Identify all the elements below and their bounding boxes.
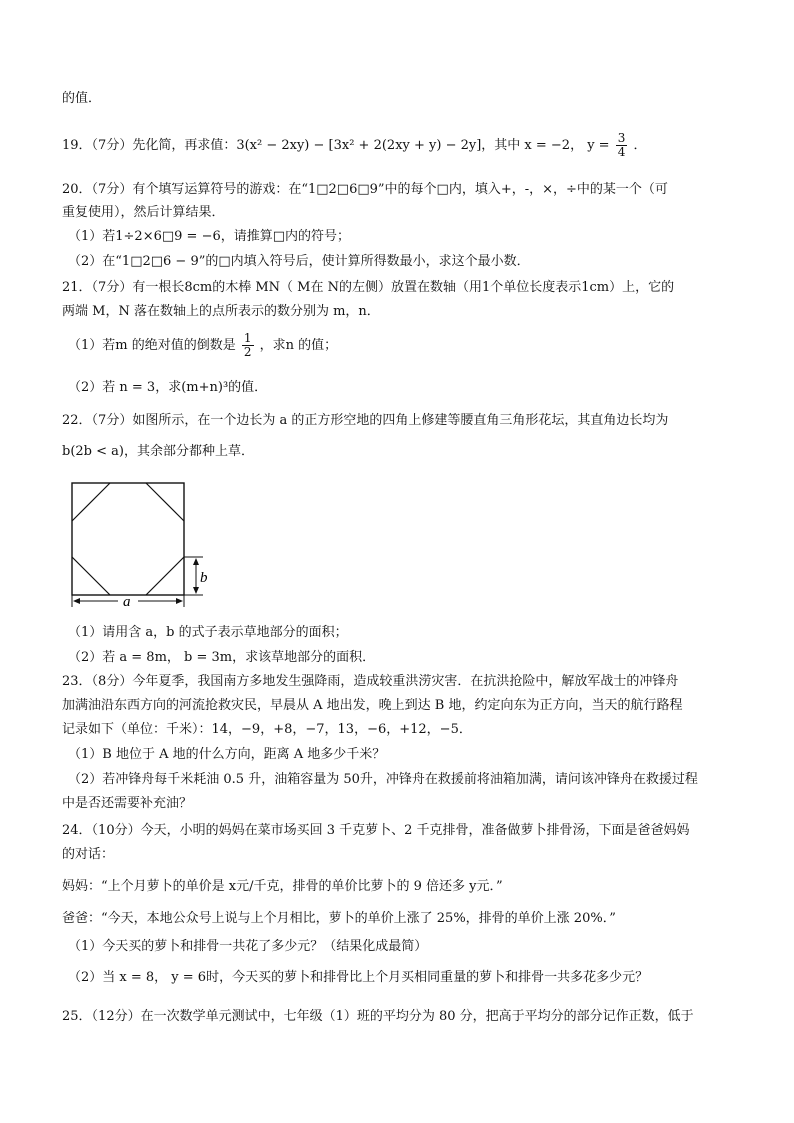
text-line: 加满油沿东西方向的河流抢救灾民，早晨从 A 地出发，晚上到达 B 地，约定向东为正方向，当天的航行路程 [62,698,683,713]
corner-triangle-edge [146,557,184,595]
corner-triangle-edge [72,557,110,595]
q20-part-2: （2）在“1□2□6 − 9”的□内填入符号后，使计算所得数最小，求这个最小数． [68,254,530,269]
text-line: 的值． [62,91,102,106]
q21-1-text: （1）若m 的绝对值的倒数是 [68,338,236,353]
arrowhead [193,587,199,594]
question-23: 23．（8分）今年夏季，我国南方多地发生强降雨，造成较重洪涝灾害．在抗洪抢险中，解放军战士的冲锋舟 [62,674,679,689]
fraction-denominator: 2 [243,345,252,359]
q19-end: ． [633,138,647,153]
square-outline [72,483,184,595]
label-a: a [123,594,131,610]
question-19 [62,132,647,159]
q21-part-2: （2）若 n = 3，求(m+n)³的值． [68,380,268,395]
fraction-numerator: 1 [243,331,252,345]
corner-triangle-edge [146,483,184,521]
question-21: 21．（7分）有一根长8cm的木棒 MN（ M在 N的左侧）放置在数轴（用1个单位长度表示1cm）上，它的 [62,280,675,295]
label-b: b [200,570,208,586]
text-line: 的对话： [62,847,115,862]
arrowhead [176,598,183,604]
question-22: 22．（7分）如图所示，在一个边长为 a 的正方形空地的四角上修建等腰直角三角形花坛，其直角边长均为 [62,413,669,428]
q21-1-end: ，求n 的值； [259,338,338,353]
text-line: 两端 M，N 落在数轴上的点所表示的数分别为 m，n． [62,304,380,319]
fraction [242,332,254,359]
dialogue-mom: 妈妈：“上个月萝卜的单价是 x元/千克，排骨的单价比萝卜的 9 倍还多 y元．” [62,879,503,894]
q23-part-2: （2）若冲锋舟每千米耗油 0.5 升，油箱容量为 50升，冲锋舟在救援前将油箱加满，请问该冲锋舟在救援过程 [68,772,698,787]
arrowhead [193,558,199,565]
q24-part-1: （1）今天买的萝卜和排骨一共花了多少元？（结果化成最简） [68,939,428,954]
text-line: 记录如下（单位：千米）：14，−9，+8，−7，13，−6，+12，−5． [62,722,472,737]
question-24: 24．（10分）今天，小明的妈妈在菜市场买回 3 千克萝卜、2 千克排骨，准备做萝卜排骨汤，下面是爸爸妈妈 [62,823,690,838]
q19-text: 19．（7分）先化简，再求值：3(x² − 2xy) − [3x² + 2(2xy + y) − 2y]，其中 x = −2， y = [62,138,610,153]
q20-part-1: （1）若1÷2×6□9 = −6，请推算□内的符号； [68,229,351,244]
q24-part-2: （2）当 x = 8， y = 6时，今天买的萝卜和排骨比上个月买相同重量的萝卜和排骨一共多花多少元？ [68,970,649,985]
fraction [616,132,628,159]
text-line: 中是否还需要补充油？ [62,796,193,811]
fraction-denominator: 4 [617,145,626,159]
q22-part-1: （1）请用含 a，b 的式子表示草地部分的面积； [68,625,348,640]
text-line: b(2b < a)，其余部分都种上草． [62,444,254,459]
corner-triangle-edge [72,483,110,521]
text-line: 重复使用），然后计算结果． [62,205,225,220]
question-20: 20．（7分）有个填写运算符号的游戏：在“1□2□6□9”中的每个□内，填入+，-，×，÷中的某一个（可 [62,182,668,197]
dialogue-dad: 爸爸：“今天，本地公众号上说与上个月相比，萝卜的单价上涨了 25%，排骨的单价上涨 20%．” [62,911,616,926]
q23-part-1: （1）B 地位于 A 地的什么方向，距离 A 地多少千米？ [68,747,386,762]
square-flowerbed-figure [62,480,222,612]
q21-part-1 [68,332,337,359]
fraction-numerator: 3 [617,131,626,145]
arrowhead [73,598,80,604]
q22-part-2: （2）若 a = 8m， b = 3m，求该草地部分的面积． [68,650,376,665]
question-25: 25．（12分）在一次数学单元测试中，七年级（1）班的平均分为 80 分，把高于平均分的部分记作正数，低于 [62,1009,694,1024]
